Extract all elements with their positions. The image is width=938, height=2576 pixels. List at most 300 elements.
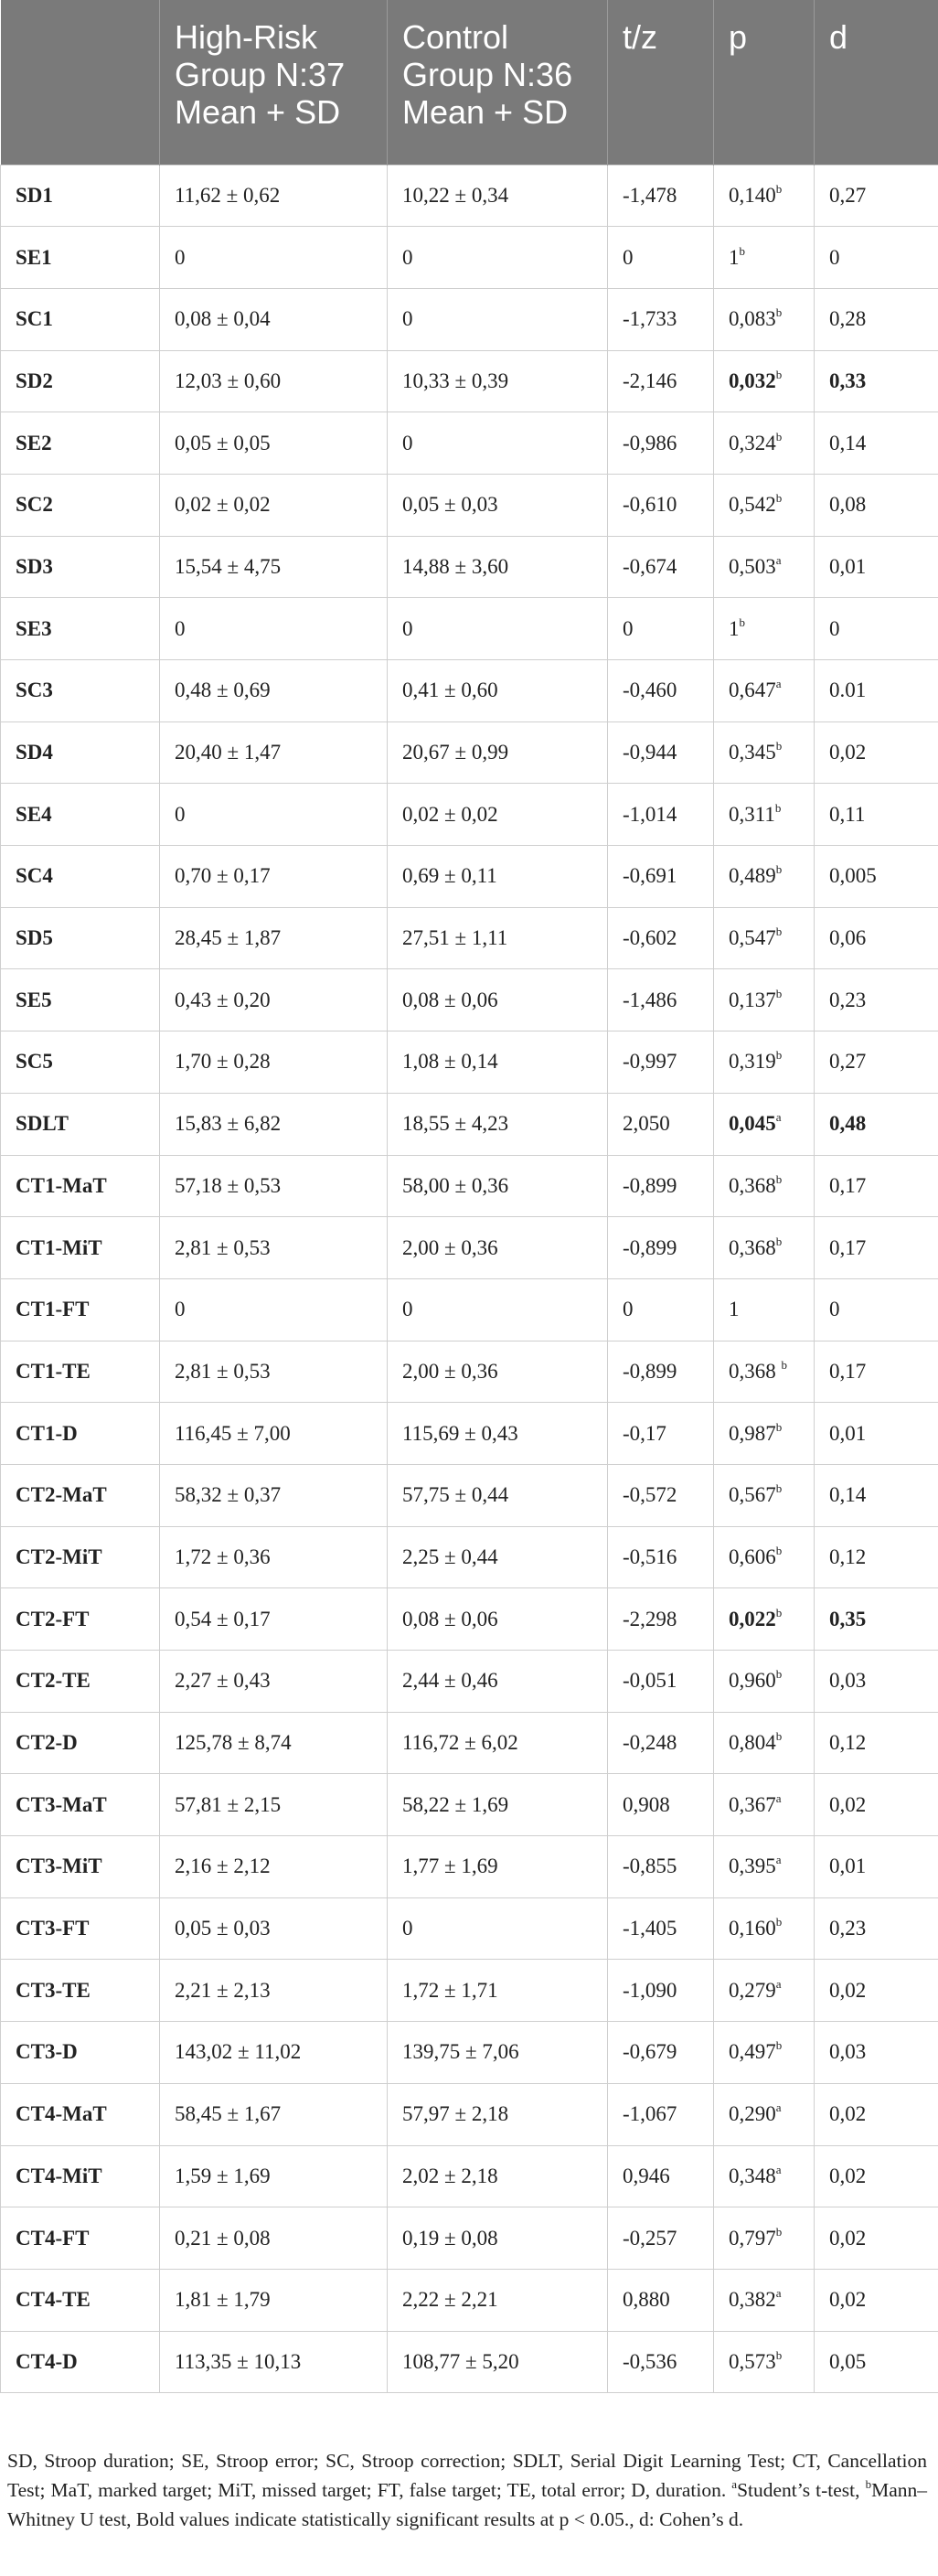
- t-z-value-cell: [608, 412, 714, 475]
- control-value-cell-text: 2,44 ± 0,46: [402, 1669, 498, 1693]
- p-value-cell-text: 0,547: [729, 926, 776, 950]
- p-value-cell-text: 0,542: [729, 493, 776, 517]
- row-label-cell-text: CT2-TE: [16, 1669, 91, 1693]
- p-value-cell-text: 0,606: [729, 1545, 776, 1568]
- high-risk-value-cell-text: 0,05 ± 0,03: [175, 1917, 271, 1940]
- high-risk-value-cell-text: 143,02 ± 11,02: [175, 2040, 302, 2064]
- d-value-cell: [815, 1960, 938, 2022]
- p-value-superscript: b: [775, 1171, 783, 1186]
- control-value-cell-text: 10,22 ± 0,34: [402, 183, 509, 207]
- high-risk-value-cell: [160, 2331, 388, 2393]
- table-row: [1, 969, 938, 1031]
- p-value-superscript: a: [775, 552, 782, 567]
- t-z-value-cell-text: 0: [623, 616, 634, 640]
- t-z-value-cell: [608, 1651, 714, 1713]
- t-z-value-cell-text: 0: [623, 1298, 634, 1321]
- t-z-value-cell-text: -1,014: [623, 802, 677, 826]
- p-value-cell: [714, 1278, 815, 1341]
- d-value-cell-text: 0,01: [829, 1855, 867, 1878]
- t-z-value-cell-text: -0,248: [623, 1731, 677, 1755]
- d-value-cell: [815, 2022, 938, 2084]
- high-risk-value-cell: [160, 1031, 388, 1094]
- row-label-cell-text: CT3-TE: [16, 1978, 91, 2002]
- row-label-cell-text: CT1-TE: [16, 1359, 91, 1383]
- high-risk-value-cell-text: 1,59 ± 1,69: [175, 2164, 271, 2187]
- t-z-value-cell: [608, 1341, 714, 1403]
- t-z-value-cell: [608, 721, 714, 784]
- high-risk-value-cell-text: 0,48 ± 0,69: [175, 679, 271, 702]
- row-label-cell: [1, 165, 160, 227]
- d-value-cell: [815, 846, 938, 908]
- table-row: [1, 1093, 938, 1155]
- high-risk-value-cell: [160, 2083, 388, 2145]
- table-row: [1, 412, 938, 475]
- t-z-value-cell: [608, 288, 714, 350]
- row-label-cell: [1, 846, 160, 908]
- high-risk-value-cell-text: 11,62 ± 0,62: [175, 183, 281, 207]
- row-label-cell: [1, 474, 160, 536]
- t-z-value-cell: [608, 1217, 714, 1279]
- high-risk-value-cell: [160, 907, 388, 969]
- control-value-cell: [388, 598, 608, 660]
- p-value-superscript: b: [775, 429, 783, 444]
- d-value-cell: [815, 165, 938, 227]
- table-footnote: [7, 2446, 927, 2534]
- p-value-cell-text: 0,311: [729, 802, 775, 826]
- control-value-cell: [388, 165, 608, 227]
- t-z-value-cell-text: 0,880: [623, 2288, 670, 2312]
- d-value-cell-text: 0,23: [829, 1917, 867, 1940]
- d-value-cell-text: 0,27: [829, 183, 867, 207]
- table-row: [1, 288, 938, 350]
- high-risk-value-cell-text: 2,81 ± 0,53: [175, 1359, 271, 1383]
- p-value-superscript: b: [775, 986, 783, 1000]
- high-risk-value-cell: [160, 2022, 388, 2084]
- p-value-cell: [714, 350, 815, 412]
- p-value-cell: [714, 288, 815, 350]
- p-value-superscript: b: [774, 800, 782, 815]
- d-value-cell-text: 0,01: [829, 554, 867, 578]
- high-risk-value-cell-text: 1,70 ± 0,28: [175, 1050, 271, 1074]
- p-value-superscript: b: [775, 491, 783, 506]
- p-value-cell: [714, 721, 815, 784]
- p-value-cell: [714, 536, 815, 598]
- d-value-cell: [815, 1526, 938, 1588]
- row-label-cell: [1, 288, 160, 350]
- table-row: [1, 1774, 938, 1836]
- t-z-value-cell: [608, 784, 714, 846]
- t-z-value-cell: [608, 2145, 714, 2207]
- t-z-value-cell-text: 0,946: [623, 2164, 670, 2187]
- row-label-cell-text: CT3-MaT: [16, 1792, 107, 1816]
- t-z-value-cell-text: -0,899: [623, 1173, 677, 1197]
- control-value-cell: [388, 2269, 608, 2331]
- row-label-cell: [1, 412, 160, 475]
- p-value-cell-text: 0,647: [729, 679, 776, 702]
- high-risk-value-cell-text: 0,05 ± 0,05: [175, 431, 271, 454]
- d-value-cell-text: 0,12: [829, 1545, 867, 1568]
- p-value-cell-text: 0,022: [729, 1607, 776, 1630]
- d-value-cell: [815, 536, 938, 598]
- row-label-cell-text: CT3-FT: [16, 1917, 90, 1940]
- high-risk-value-cell: [160, 660, 388, 722]
- control-value-cell-text: 0: [402, 431, 413, 454]
- row-label-cell-text: SC2: [16, 493, 53, 517]
- p-value-superscript: b: [775, 1667, 783, 1682]
- d-value-cell: [815, 412, 938, 475]
- control-value-cell: [388, 2083, 608, 2145]
- table-row: [1, 907, 938, 969]
- p-value-cell-text: 1: [729, 1298, 740, 1321]
- p-value-cell-text: 0,045: [729, 1112, 776, 1136]
- control-value-cell-text: 0,08 ± 0,06: [402, 988, 498, 1011]
- d-value-cell: [815, 2083, 938, 2145]
- p-value-cell-text: 0,137: [729, 988, 776, 1011]
- high-risk-value-cell-text: 0,08 ± 0,04: [175, 307, 271, 331]
- d-value-cell-text: 0,03: [829, 2040, 867, 2064]
- control-value-cell: [388, 1651, 608, 1713]
- d-value-cell-text: 0,08: [829, 493, 867, 517]
- control-value-cell-text: 0,69 ± 0,11: [402, 864, 497, 888]
- d-value-cell-text: 0,17: [829, 1173, 867, 1197]
- control-value-cell-text: 2,02 ± 2,18: [402, 2164, 498, 2187]
- d-value-cell-text: 0,14: [829, 431, 867, 454]
- control-value-cell-text: 0: [402, 616, 413, 640]
- high-risk-value-cell: [160, 1464, 388, 1526]
- table-row: [1, 1403, 938, 1465]
- t-z-value-cell-text: -0,674: [623, 554, 677, 578]
- d-value-cell-text: 0,02: [829, 741, 867, 764]
- table-row: [1, 721, 938, 784]
- t-z-value-cell: [608, 474, 714, 536]
- control-value-cell-text: 57,75 ± 0,44: [402, 1483, 509, 1507]
- high-risk-value-cell-text: 0,43 ± 0,20: [175, 988, 271, 1011]
- p-value-superscript: b: [775, 1605, 783, 1619]
- p-value-superscript: b: [775, 1048, 783, 1063]
- d-value-cell: [815, 1774, 938, 1836]
- row-label-cell-text: SD4: [16, 741, 53, 764]
- d-value-cell: [815, 660, 938, 722]
- t-z-value-cell: [608, 598, 714, 660]
- high-risk-value-cell-text: 0,21 ± 0,08: [175, 2226, 271, 2250]
- row-label-cell: [1, 2083, 160, 2145]
- table-body: [1, 165, 938, 2393]
- p-value-superscript: b: [781, 1357, 787, 1372]
- row-label-cell: [1, 1093, 160, 1155]
- row-label-cell-text: CT1-MiT: [16, 1235, 102, 1259]
- control-value-cell: [388, 474, 608, 536]
- p-value-superscript: a: [775, 2100, 782, 2115]
- table-row: [1, 1155, 938, 1217]
- row-label-cell-text: SE3: [16, 616, 52, 640]
- row-label-cell-text: CT1-MaT: [16, 1173, 107, 1197]
- p-value-cell-text: 0,382: [729, 2288, 776, 2312]
- high-risk-value-cell: [160, 1897, 388, 1960]
- footnote-abbreviations: SD, Stroop duration; SE, Stroop error; SC, Stroop correction; SDLT, Serial Digit Learning Test; CT, Cancellation Test; MaT, marked target; MiT, missed target; FT, false target; TE, total error; D, duration.: [7, 2450, 927, 2501]
- row-label-cell-text: SE2: [16, 431, 52, 454]
- high-risk-value-cell: [160, 536, 388, 598]
- control-value-cell: [388, 1897, 608, 1960]
- t-z-value-cell: [608, 1093, 714, 1155]
- d-value-cell-text: 0,02: [829, 2288, 867, 2312]
- row-label-cell: [1, 1464, 160, 1526]
- d-value-cell-text: 0,02: [829, 1978, 867, 2002]
- t-z-value-cell: [608, 2022, 714, 2084]
- d-value-cell-text: 0: [829, 616, 840, 640]
- t-z-value-cell-text: -0,679: [623, 2040, 677, 2064]
- p-value-cell-text: 0,279: [729, 1978, 776, 2002]
- control-value-cell: [388, 1217, 608, 1279]
- p-value-cell-text: 0,960: [729, 1669, 776, 1693]
- t-z-value-cell-text: -0,899: [623, 1235, 677, 1259]
- p-value-cell-text: 0,290: [729, 2102, 776, 2126]
- high-risk-value-cell: [160, 1836, 388, 1898]
- table-row: [1, 1588, 938, 1651]
- p-value-cell-text: 0,140: [729, 183, 776, 207]
- high-risk-value-cell: [160, 350, 388, 412]
- control-value-cell: [388, 784, 608, 846]
- high-risk-value-cell-text: 0: [175, 245, 186, 269]
- p-value-cell-text: 0,348: [729, 2164, 776, 2187]
- control-value-cell: [388, 350, 608, 412]
- high-risk-value-cell-text: 0: [175, 1298, 186, 1321]
- high-risk-value-cell: [160, 1526, 388, 1588]
- row-label-cell-text: CT4-D: [16, 2349, 78, 2373]
- p-value-superscript: b: [775, 305, 783, 320]
- t-z-value-cell-text: -2,146: [623, 369, 677, 392]
- high-risk-value-cell: [160, 1341, 388, 1403]
- p-value-cell-text: 0,797: [729, 2226, 776, 2250]
- t-z-value-cell-text: -0,572: [623, 1483, 677, 1507]
- row-label-cell-text: SC5: [16, 1050, 53, 1074]
- header-cell-control: Control Group N:36 Mean + SD: [388, 0, 608, 165]
- d-value-cell: [815, 1217, 938, 1279]
- row-label-cell-text: CT3-MiT: [16, 1855, 102, 1878]
- control-value-cell-text: 18,55 ± 4,23: [402, 1112, 509, 1136]
- row-label-cell-text: SD1: [16, 183, 53, 207]
- control-value-cell-text: 115,69 ± 0,43: [402, 1421, 518, 1445]
- row-label-cell: [1, 1712, 160, 1774]
- d-value-cell-text: 0: [829, 1298, 840, 1321]
- d-value-cell: [815, 1093, 938, 1155]
- t-z-value-cell-text: -1,733: [623, 307, 677, 331]
- d-value-cell: [815, 1155, 938, 1217]
- high-risk-value-cell-text: 15,83 ± 6,82: [175, 1112, 282, 1136]
- row-label-cell: [1, 1526, 160, 1588]
- high-risk-value-cell: [160, 1155, 388, 1217]
- t-z-value-cell: [608, 1526, 714, 1588]
- control-value-cell: [388, 1031, 608, 1094]
- t-z-value-cell: [608, 1464, 714, 1526]
- p-value-cell-text: 0,345: [729, 741, 776, 764]
- row-label-cell-text: SC1: [16, 307, 53, 331]
- high-risk-value-cell: [160, 2145, 388, 2207]
- high-risk-value-cell: [160, 1093, 388, 1155]
- row-label-cell: [1, 2022, 160, 2084]
- p-value-cell-text: 1: [729, 245, 740, 269]
- high-risk-value-cell-text: 58,45 ± 1,67: [175, 2102, 282, 2126]
- p-value-superscript: b: [775, 739, 783, 754]
- d-value-cell-text: 0,33: [829, 369, 867, 392]
- control-value-cell-text: 0: [402, 307, 413, 331]
- t-z-value-cell: [608, 2331, 714, 2393]
- p-value-cell: [714, 1651, 815, 1713]
- t-z-value-cell-text: -0,257: [623, 2226, 677, 2250]
- d-value-cell-text: 0,005: [829, 864, 877, 888]
- d-value-cell: [815, 1341, 938, 1403]
- control-value-cell: [388, 907, 608, 969]
- d-value-cell-text: 0: [829, 245, 840, 269]
- row-label-cell: [1, 1403, 160, 1465]
- t-z-value-cell-text: -0,855: [623, 1855, 677, 1878]
- p-value-cell: [714, 474, 815, 536]
- high-risk-value-cell: [160, 969, 388, 1031]
- control-value-cell: [388, 1712, 608, 1774]
- control-value-cell-text: 27,51 ± 1,11: [402, 926, 508, 950]
- d-value-cell-text: 0,02: [829, 2226, 867, 2250]
- high-risk-value-cell-text: 0: [175, 802, 186, 826]
- high-risk-value-cell-text: 0,54 ± 0,17: [175, 1607, 271, 1630]
- high-risk-value-cell: [160, 474, 388, 536]
- p-value-superscript: a: [775, 2162, 782, 2176]
- control-value-cell: [388, 1093, 608, 1155]
- control-value-cell: [388, 1588, 608, 1651]
- t-z-value-cell: [608, 1897, 714, 1960]
- control-value-cell-text: 0,05 ± 0,03: [402, 493, 498, 517]
- t-z-value-cell: [608, 1403, 714, 1465]
- t-z-value-cell: [608, 2207, 714, 2270]
- high-risk-value-cell: [160, 1651, 388, 1713]
- d-value-cell: [815, 1464, 938, 1526]
- high-risk-value-cell-text: 113,35 ± 10,13: [175, 2349, 302, 2373]
- d-value-cell-text: 0,02: [829, 1792, 867, 1816]
- p-value-superscript: b: [739, 615, 745, 629]
- control-value-cell: [388, 2207, 608, 2270]
- control-value-cell-text: 108,77 ± 5,20: [402, 2349, 519, 2373]
- control-value-cell-text: 1,72 ± 1,71: [402, 1978, 498, 2002]
- p-value-cell: [714, 1031, 815, 1094]
- d-value-cell-text: 0,48: [829, 1112, 867, 1136]
- high-risk-value-cell-text: 0,70 ± 0,17: [175, 864, 271, 888]
- control-value-cell: [388, 1464, 608, 1526]
- control-value-cell-text: 0,41 ± 0,60: [402, 679, 498, 702]
- row-label-cell: [1, 969, 160, 1031]
- table-row: [1, 165, 938, 227]
- high-risk-value-cell: [160, 1774, 388, 1836]
- d-value-cell: [815, 2269, 938, 2331]
- high-risk-value-cell: [160, 1588, 388, 1651]
- control-value-cell: [388, 1836, 608, 1898]
- p-value-superscript: b: [775, 2347, 783, 2362]
- control-value-cell-text: 0,08 ± 0,06: [402, 1607, 498, 1630]
- control-value-cell-text: 2,22 ± 2,21: [402, 2288, 498, 2312]
- p-value-cell-text: 0,804: [729, 1731, 776, 1755]
- control-value-cell-text: 0,19 ± 0,08: [402, 2226, 498, 2250]
- row-label-cell: [1, 2269, 160, 2331]
- p-value-cell: [714, 1093, 815, 1155]
- p-value-superscript: b: [775, 181, 783, 196]
- control-value-cell: [388, 721, 608, 784]
- d-value-cell: [815, 2331, 938, 2393]
- d-value-cell-text: 0,01: [829, 1421, 867, 1445]
- table-row: [1, 1897, 938, 1960]
- d-value-cell: [815, 598, 938, 660]
- high-risk-value-cell: [160, 288, 388, 350]
- t-z-value-cell-text: -0,986: [623, 431, 677, 454]
- row-label-cell: [1, 350, 160, 412]
- p-value-cell: [714, 846, 815, 908]
- row-label-cell: [1, 598, 160, 660]
- table-row: [1, 2145, 938, 2207]
- row-label-cell-text: CT2-FT: [16, 1607, 90, 1630]
- p-value-cell-text: 0,368: [729, 1359, 782, 1383]
- t-z-value-cell-text: -0,17: [623, 1421, 666, 1445]
- high-risk-value-cell: [160, 1278, 388, 1341]
- control-value-cell: [388, 660, 608, 722]
- row-label-cell-text: SE4: [16, 802, 52, 826]
- p-value-superscript: b: [775, 1481, 783, 1496]
- p-value-cell: [714, 784, 815, 846]
- table-row: [1, 784, 938, 846]
- p-value-superscript: b: [775, 1419, 783, 1434]
- t-z-value-cell-text: -1,405: [623, 1917, 677, 1940]
- row-label-cell: [1, 907, 160, 969]
- table-row: [1, 1526, 938, 1588]
- table-row: [1, 1960, 938, 2022]
- high-risk-value-cell: [160, 412, 388, 475]
- t-z-value-cell: [608, 2269, 714, 2331]
- d-value-cell: [815, 1897, 938, 1960]
- high-risk-value-cell: [160, 598, 388, 660]
- d-value-cell: [815, 350, 938, 412]
- table-header: [1, 0, 938, 165]
- d-value-cell: [815, 1836, 938, 1898]
- row-label-cell-text: SE1: [16, 245, 52, 269]
- p-value-superscript: b: [775, 1543, 783, 1557]
- table-row: [1, 2269, 938, 2331]
- t-z-value-cell-text: -1,090: [623, 1978, 677, 2002]
- p-value-superscript: b: [775, 1234, 783, 1248]
- p-value-cell: [714, 1588, 815, 1651]
- table-row: [1, 1278, 938, 1341]
- control-value-cell-text: 0,02 ± 0,02: [402, 802, 498, 826]
- table-row: [1, 227, 938, 289]
- d-value-cell: [815, 2207, 938, 2270]
- p-value-cell-text: 0,987: [729, 1421, 776, 1445]
- p-value-cell: [714, 2083, 815, 2145]
- d-value-cell-text: 0,02: [829, 2102, 867, 2126]
- d-value-cell-text: 0,05: [829, 2349, 867, 2373]
- d-value-cell-text: 0,28: [829, 307, 867, 331]
- p-value-cell: [714, 907, 815, 969]
- p-value-cell-text: 0,567: [729, 1483, 776, 1507]
- control-value-cell-text: 0: [402, 245, 413, 269]
- table-row: [1, 1712, 938, 1774]
- t-z-value-cell-text: -0,460: [623, 679, 677, 702]
- high-risk-value-cell: [160, 165, 388, 227]
- row-label-cell: [1, 1774, 160, 1836]
- row-label-cell: [1, 1341, 160, 1403]
- table-row: [1, 2022, 938, 2084]
- header-cell-p: p: [714, 0, 815, 165]
- d-value-cell-text: 0,23: [829, 988, 867, 1011]
- p-value-superscript: a: [775, 1853, 782, 1867]
- control-value-cell: [388, 1526, 608, 1588]
- control-value-cell: [388, 1155, 608, 1217]
- footnote-t-test: Student’s t-test,: [737, 2479, 866, 2501]
- footnote-mann-whitney: Mann–Whitney U test, Bold values indicate statistically significant results at p < 0.05., d: Cohen’s d.: [7, 2479, 927, 2530]
- d-value-cell: [815, 227, 938, 289]
